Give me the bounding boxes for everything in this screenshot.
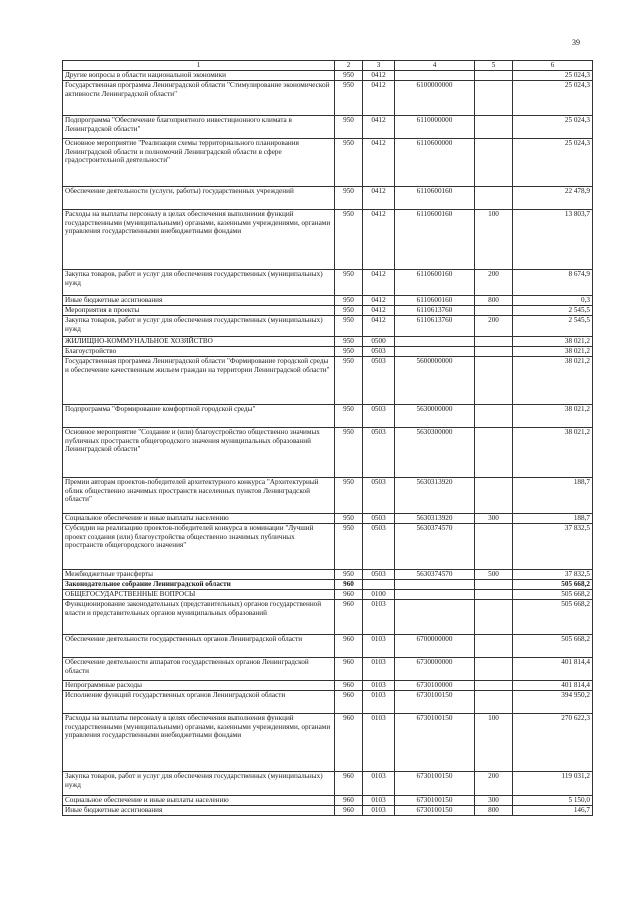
- row-section-cell: 0103: [363, 714, 395, 772]
- row-section-cell: 0103: [363, 658, 395, 681]
- table-row: [63, 570, 593, 580]
- header-cell: 1: [63, 61, 335, 71]
- row-expense-type-cell: 300: [475, 514, 513, 524]
- row-name-cell: Государственная программа Ленинградской области "Стимулирование экономической активности Ленинградской области": [63, 81, 335, 116]
- table-row: [63, 806, 593, 816]
- row-amount-cell: 38 021,2: [513, 357, 593, 405]
- header-cell: 2: [335, 61, 363, 71]
- row-name-cell: Мероприятия в проекты: [63, 306, 335, 316]
- row-amount-cell: 38 021,2: [513, 428, 593, 478]
- row-target-article-cell: 6730000000: [395, 658, 475, 681]
- row-target-article-cell: 6110600000: [395, 139, 475, 187]
- row-amount-cell: 37 832,5: [513, 570, 593, 580]
- table-row: [63, 635, 593, 658]
- table-row: [63, 337, 593, 347]
- row-gov-code-cell: 960: [335, 590, 363, 600]
- row-name-cell: Обеспечение деятельности государственных органов Ленинградской области: [63, 635, 335, 658]
- row-expense-type-cell: [475, 428, 513, 478]
- row-target-article-cell: 5630313920: [395, 478, 475, 514]
- row-section-cell: 0412: [363, 316, 395, 337]
- row-gov-code-cell: 950: [335, 81, 363, 116]
- row-gov-code-cell: 960: [335, 806, 363, 816]
- table-row: [63, 691, 593, 714]
- row-gov-code-cell: 950: [335, 478, 363, 514]
- row-gov-code-cell: 950: [335, 296, 363, 306]
- row-name-cell: Исполнение функций государственных органов Ленинградской области: [63, 691, 335, 714]
- row-target-article-cell: 6110613760: [395, 316, 475, 337]
- row-amount-cell: 5 150,0: [513, 796, 593, 806]
- table-row: [63, 405, 593, 428]
- table-row: [63, 658, 593, 681]
- table-row: [63, 81, 593, 116]
- row-target-article-cell: 5630374570: [395, 570, 475, 580]
- row-name-cell: ЖИЛИЩНО-КОММУНАЛЬНОЕ ХОЗЯЙСТВО: [63, 337, 335, 347]
- table-row: [63, 524, 593, 570]
- row-name-cell: Расходы на выплаты персоналу в целах обеспечения выполнения функций государственными (муниципальными) органами, казенными учреждениями, органами управления государственными внебюджетными фондами: [63, 210, 335, 270]
- row-section-cell: 0412: [363, 71, 395, 81]
- budget-table: [62, 60, 593, 816]
- row-expense-type-cell: [475, 81, 513, 116]
- table-row: [63, 600, 593, 635]
- row-name-cell: Социальное обеспечение и иные выплаты населению: [63, 514, 335, 524]
- table-row: [63, 316, 593, 337]
- row-name-cell: Подпрограмма "Обеспечение благоприятного инвестиционного климата в Ленинградской области": [63, 116, 335, 139]
- row-amount-cell: 505 668,2: [513, 635, 593, 658]
- header-cell: 3: [363, 61, 395, 71]
- table-row: [63, 478, 593, 514]
- row-gov-code-cell: 950: [335, 428, 363, 478]
- row-gov-code-cell: 960: [335, 600, 363, 635]
- header-cell: 4: [395, 61, 475, 71]
- row-section-cell: 0412: [363, 306, 395, 316]
- row-section-cell: 0412: [363, 270, 395, 296]
- row-expense-type-cell: 300: [475, 796, 513, 806]
- row-name-cell: Обеспечение деятельности (услуги, работы) государственных учреждений: [63, 187, 335, 210]
- table-row: [63, 796, 593, 806]
- row-name-cell: Закупка товаров, работ и услуг для обеспечения государственных (муниципальных) нужд: [63, 316, 335, 337]
- row-name-cell: Основное мероприятие "Создание и (или) благоустройство общественно значимых публичных пространств общегородского значения муниципальных образований Ленинградской области": [63, 428, 335, 478]
- row-name-cell: Подпрограмма "Формирование комфортной городской среды": [63, 405, 335, 428]
- table-row: [63, 714, 593, 772]
- row-amount-cell: 8 674,9: [513, 270, 593, 296]
- row-amount-cell: 505 668,2: [513, 590, 593, 600]
- header-cell: 5: [475, 61, 513, 71]
- row-section-cell: 0503: [363, 514, 395, 524]
- table-row: [63, 116, 593, 139]
- row-expense-type-cell: [475, 187, 513, 210]
- row-amount-cell: 25 024,3: [513, 71, 593, 81]
- row-name-cell: Обеспечение деятельности аппаратов государственных органов Ленинградской области: [63, 658, 335, 681]
- row-amount-cell: 394 950,2: [513, 691, 593, 714]
- row-expense-type-cell: [475, 658, 513, 681]
- row-section-cell: 0103: [363, 772, 395, 796]
- row-gov-code-cell: 950: [335, 116, 363, 139]
- row-gov-code-cell: 960: [335, 635, 363, 658]
- table-row: [63, 306, 593, 316]
- row-amount-cell: 13 803,7: [513, 210, 593, 270]
- row-target-article-cell: 6100000000: [395, 81, 475, 116]
- table-row: [63, 139, 593, 187]
- table-row: [63, 347, 593, 357]
- row-amount-cell: 2 545,5: [513, 306, 593, 316]
- row-name-cell: Закупка товаров, работ и услуг для обеспечения государственных (муниципальных) нужд: [63, 772, 335, 796]
- row-gov-code-cell: 960: [335, 658, 363, 681]
- row-gov-code-cell: 960: [335, 714, 363, 772]
- table-row: [63, 296, 593, 306]
- table-row: [63, 270, 593, 296]
- row-amount-cell: 37 832,5: [513, 524, 593, 570]
- table-row: [63, 772, 593, 796]
- row-section-cell: 0503: [363, 524, 395, 570]
- row-target-article-cell: [395, 347, 475, 357]
- row-target-article-cell: 6730100150: [395, 806, 475, 816]
- row-amount-cell: 505 668,2: [513, 580, 593, 590]
- table-row: [63, 514, 593, 524]
- table-row: [63, 357, 593, 405]
- row-expense-type-cell: 800: [475, 296, 513, 306]
- row-target-article-cell: 5630313920: [395, 514, 475, 524]
- row-gov-code-cell: 950: [335, 139, 363, 187]
- row-amount-cell: 401 814,4: [513, 681, 593, 691]
- row-name-cell: Социальное обеспечение и иные выплаты населению: [63, 796, 335, 806]
- row-gov-code-cell: 950: [335, 71, 363, 81]
- row-gov-code-cell: 950: [335, 316, 363, 337]
- row-target-article-cell: 6730100150: [395, 772, 475, 796]
- row-target-article-cell: [395, 71, 475, 81]
- table-row: [63, 428, 593, 478]
- row-section-cell: 0412: [363, 81, 395, 116]
- row-name-cell: Непрограммные расходы: [63, 681, 335, 691]
- row-expense-type-cell: [475, 600, 513, 635]
- row-target-article-cell: 6110600160: [395, 270, 475, 296]
- row-name-cell: Субсидии на реализацию проектов-победителей конкурса в номинации "Лучший проект создания (или) благоустройства общественно значимых публичных пространств общегородского значения": [63, 524, 335, 570]
- row-amount-cell: 188,7: [513, 478, 593, 514]
- row-gov-code-cell: 950: [335, 405, 363, 428]
- table-row: [63, 590, 593, 600]
- header-cell: 6: [513, 61, 593, 71]
- row-section-cell: 0103: [363, 806, 395, 816]
- row-section-cell: 0103: [363, 635, 395, 658]
- row-section-cell: 0503: [363, 405, 395, 428]
- row-amount-cell: 25 024,3: [513, 116, 593, 139]
- row-gov-code-cell: 950: [335, 187, 363, 210]
- header-row: [63, 61, 593, 71]
- row-gov-code-cell: 950: [335, 347, 363, 357]
- row-amount-cell: 38 021,2: [513, 347, 593, 357]
- row-expense-type-cell: [475, 347, 513, 357]
- row-gov-code-cell: 950: [335, 357, 363, 405]
- row-expense-type-cell: 100: [475, 714, 513, 772]
- row-section-cell: 0412: [363, 187, 395, 210]
- row-gov-code-cell: 960: [335, 772, 363, 796]
- row-gov-code-cell: 960: [335, 796, 363, 806]
- row-section-cell: 0103: [363, 600, 395, 635]
- row-section-cell: 0103: [363, 681, 395, 691]
- page-number: 39: [572, 38, 580, 47]
- row-expense-type-cell: 500: [475, 570, 513, 580]
- row-section-cell: 0500: [363, 337, 395, 347]
- row-section-cell: 0412: [363, 139, 395, 187]
- row-name-cell: Основное мероприятие "Реализация схемы территориального планирования Ленинградской области и полномочий Ленинградской области в сфере градостроительной деятельности": [63, 139, 335, 187]
- row-gov-code-cell: 960: [335, 580, 363, 590]
- row-expense-type-cell: [475, 116, 513, 139]
- row-section-cell: 0103: [363, 796, 395, 806]
- row-expense-type-cell: [475, 681, 513, 691]
- row-gov-code-cell: 950: [335, 570, 363, 580]
- row-name-cell: Благоустройство: [63, 347, 335, 357]
- row-expense-type-cell: [475, 357, 513, 405]
- row-name-cell: Закупка товаров, работ и услуг для обеспечения государственных (муниципальных) нужд: [63, 270, 335, 296]
- row-target-article-cell: 6110600160: [395, 296, 475, 306]
- row-gov-code-cell: 950: [335, 270, 363, 296]
- row-target-article-cell: 5630374570: [395, 524, 475, 570]
- row-name-cell: Иные бюджетные ассигнования: [63, 806, 335, 816]
- row-name-cell: Иные бюджетные ассигнования: [63, 296, 335, 306]
- table-row: [63, 187, 593, 210]
- row-section-cell: 0100: [363, 590, 395, 600]
- row-amount-cell: 22 478,9: [513, 187, 593, 210]
- row-expense-type-cell: [475, 580, 513, 590]
- row-target-article-cell: 6730100150: [395, 691, 475, 714]
- row-gov-code-cell: 950: [335, 524, 363, 570]
- row-name-cell: Государственная программа Ленинградской области "Формирование городской среды и обеспечение качественным жильем граждан на территории Ленинградской области": [63, 357, 335, 405]
- row-target-article-cell: 6110600160: [395, 187, 475, 210]
- row-target-article-cell: 6110000000: [395, 116, 475, 139]
- row-amount-cell: 25 024,3: [513, 139, 593, 187]
- row-expense-type-cell: 200: [475, 316, 513, 337]
- row-target-article-cell: [395, 600, 475, 635]
- row-gov-code-cell: 950: [335, 210, 363, 270]
- row-expense-type-cell: [475, 139, 513, 187]
- row-expense-type-cell: [475, 590, 513, 600]
- row-amount-cell: 2 545,5: [513, 316, 593, 337]
- row-section-cell: 0503: [363, 357, 395, 405]
- row-expense-type-cell: [475, 691, 513, 714]
- row-amount-cell: 119 031,2: [513, 772, 593, 796]
- table-row: [63, 71, 593, 81]
- row-expense-type-cell: [475, 524, 513, 570]
- row-amount-cell: 38 021,2: [513, 337, 593, 347]
- row-target-article-cell: 5630300000: [395, 428, 475, 478]
- row-name-cell: Другие вопросы в области национальной экономики: [63, 71, 335, 81]
- row-expense-type-cell: 100: [475, 210, 513, 270]
- row-amount-cell: 38 021,2: [513, 405, 593, 428]
- row-amount-cell: 146,7: [513, 806, 593, 816]
- row-expense-type-cell: 200: [475, 772, 513, 796]
- row-expense-type-cell: 200: [475, 270, 513, 296]
- row-gov-code-cell: 950: [335, 306, 363, 316]
- row-target-article-cell: 5600000000: [395, 357, 475, 405]
- row-gov-code-cell: 950: [335, 514, 363, 524]
- row-target-article-cell: 5630000000: [395, 405, 475, 428]
- row-name-cell: ОБЩЕГОСУДАРСТВЕННЫЕ ВОПРОСЫ: [63, 590, 335, 600]
- row-amount-cell: 401 814,4: [513, 658, 593, 681]
- row-expense-type-cell: [475, 478, 513, 514]
- row-section-cell: 0412: [363, 116, 395, 139]
- row-expense-type-cell: [475, 71, 513, 81]
- row-amount-cell: 188,7: [513, 514, 593, 524]
- row-expense-type-cell: 800: [475, 806, 513, 816]
- row-name-cell: Законодательное собрание Ленинградской области: [63, 580, 335, 590]
- row-target-article-cell: 6730100150: [395, 796, 475, 806]
- row-amount-cell: 25 024,3: [513, 81, 593, 116]
- row-expense-type-cell: [475, 337, 513, 347]
- row-section-cell: 0503: [363, 478, 395, 514]
- row-expense-type-cell: [475, 635, 513, 658]
- row-target-article-cell: [395, 590, 475, 600]
- row-amount-cell: 0,3: [513, 296, 593, 306]
- row-target-article-cell: 6700000000: [395, 635, 475, 658]
- row-section-cell: 0503: [363, 347, 395, 357]
- row-target-article-cell: 6730100000: [395, 681, 475, 691]
- row-section-cell: 0503: [363, 428, 395, 478]
- row-target-article-cell: [395, 337, 475, 347]
- row-gov-code-cell: 950: [335, 337, 363, 347]
- row-amount-cell: 505 668,2: [513, 600, 593, 635]
- row-name-cell: Премии авторам проектов-победителей архитектурного конкурса "Архитектурный облик общественно значимых пространств населенных пунктов Ленинградской области": [63, 478, 335, 514]
- row-name-cell: Расходы на выплаты персоналу в целях обеспечения выполнения функций государственными (муниципальными) органами, казенными учреждениями, органами управления государственными внебюджетными фондами: [63, 714, 335, 772]
- row-gov-code-cell: 960: [335, 691, 363, 714]
- table-row: [63, 681, 593, 691]
- table-row: [63, 210, 593, 270]
- row-section-cell: [363, 580, 395, 590]
- row-expense-type-cell: [475, 405, 513, 428]
- row-target-article-cell: 6730100150: [395, 714, 475, 772]
- row-target-article-cell: [395, 580, 475, 590]
- row-section-cell: 0103: [363, 691, 395, 714]
- row-name-cell: Функционирование законодательных (представительных) органов государственной власти и представительных органов муниципальных образований: [63, 600, 335, 635]
- row-target-article-cell: 6110600160: [395, 210, 475, 270]
- row-section-cell: 0503: [363, 570, 395, 580]
- row-expense-type-cell: [475, 306, 513, 316]
- row-target-article-cell: 6110613760: [395, 306, 475, 316]
- row-section-cell: 0412: [363, 210, 395, 270]
- table-row: [63, 580, 593, 590]
- row-gov-code-cell: 960: [335, 681, 363, 691]
- row-section-cell: 0412: [363, 296, 395, 306]
- row-name-cell: Межбюджетные трансферты: [63, 570, 335, 580]
- row-amount-cell: 270 622,3: [513, 714, 593, 772]
